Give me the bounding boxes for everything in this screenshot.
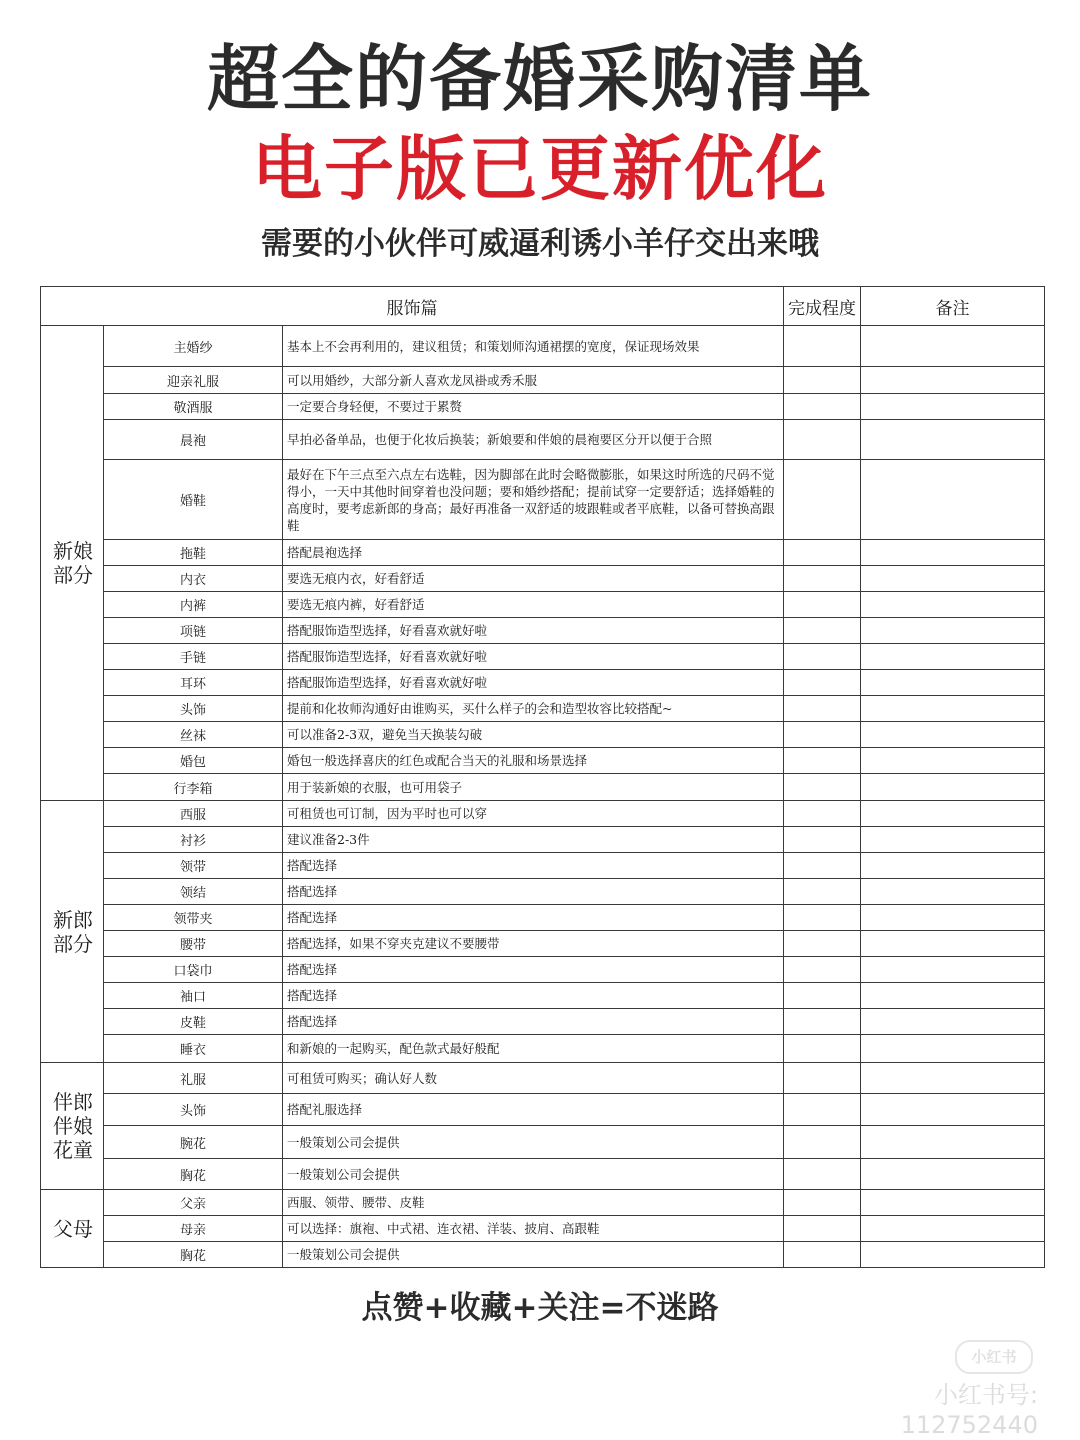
progress-cell[interactable] <box>784 367 861 394</box>
remark-cell[interactable] <box>861 540 1045 566</box>
remark-cell[interactable] <box>861 1035 1045 1063</box>
item-name: 手链 <box>104 644 283 670</box>
table-row <box>41 1094 1045 1126</box>
item-name: 皮鞋 <box>104 1009 283 1035</box>
item-description: 搭配晨袍选择 <box>283 540 784 566</box>
item-name: 内裤 <box>104 592 283 618</box>
item-description: 可租赁也可订制，因为平时也可以穿 <box>283 801 784 827</box>
table-row <box>41 957 1045 983</box>
table-row <box>41 394 1045 420</box>
table-row <box>41 905 1045 931</box>
column-header-progress: 完成程度 <box>784 287 861 326</box>
progress-cell[interactable] <box>784 853 861 879</box>
item-name: 耳环 <box>104 670 283 696</box>
item-name: 胸花 <box>104 1242 283 1268</box>
item-description: 搭配选择 <box>283 957 784 983</box>
remark-cell[interactable] <box>861 879 1045 905</box>
progress-cell[interactable] <box>784 1035 861 1063</box>
item-name: 迎亲礼服 <box>104 367 283 394</box>
item-description: 西服、领带、腰带、皮鞋 <box>283 1190 784 1216</box>
item-description: 婚包一般选择喜庆的红色或配合当天的礼服和场景选择 <box>283 748 784 774</box>
item-description: 搭配选择 <box>283 853 784 879</box>
table-row <box>41 1035 1045 1063</box>
table-header-row <box>41 287 1045 326</box>
item-description: 可租赁可购买；确认好人数 <box>283 1063 784 1094</box>
progress-cell[interactable] <box>784 722 861 748</box>
item-description: 搭配服饰造型选择，好看喜欢就好啦 <box>283 670 784 696</box>
table-row <box>41 722 1045 748</box>
table-row <box>41 1242 1045 1268</box>
item-description: 要选无痕内衣，好看舒适 <box>283 566 784 592</box>
table-row <box>41 618 1045 644</box>
item-name: 领带夹 <box>104 905 283 931</box>
item-description: 最好在下午三点至六点左右选鞋，因为脚部在此时会略微膨胀，如果这时所选的尺码不觉得小，一天中其他时间穿着也没问题；要和婚纱搭配；提前试穿一定要舒适；选择婚鞋的高度时，要考虑新郎的身高；最好再准备一双舒适的坡跟鞋或者平底鞋，以备可替换高跟鞋 <box>283 460 784 540</box>
item-name: 衬衫 <box>104 827 283 853</box>
table-row <box>41 1126 1045 1159</box>
remark-cell[interactable] <box>861 1190 1045 1216</box>
remark-cell[interactable] <box>861 1159 1045 1190</box>
progress-cell[interactable] <box>784 1009 861 1035</box>
tagline: 需要的小伙伴可威逼利诱小羊仔交出来哦 <box>261 226 819 262</box>
item-description: 早拍必备单品，也便于化妆后换装；新娘要和伴娘的晨袍要区分开以便于合照 <box>283 420 784 460</box>
section-label-line: 父母 <box>53 1216 93 1241</box>
progress-cell[interactable] <box>784 748 861 774</box>
item-name: 婚包 <box>104 748 283 774</box>
progress-cell[interactable] <box>784 326 861 367</box>
checklist-table <box>40 286 1045 1268</box>
progress-cell[interactable] <box>784 394 861 420</box>
remark-cell[interactable] <box>861 592 1045 618</box>
section-label <box>41 1063 104 1190</box>
table-row <box>41 1063 1045 1094</box>
item-description: 一般策划公司会提供 <box>283 1126 784 1159</box>
item-description: 搭配服饰造型选择，好看喜欢就好啦 <box>283 618 784 644</box>
table-row <box>41 420 1045 460</box>
progress-cell[interactable] <box>784 957 861 983</box>
item-description: 一定要合身轻便，不要过于累赘 <box>283 394 784 420</box>
progress-cell[interactable] <box>784 1063 861 1094</box>
remark-cell[interactable] <box>861 1242 1045 1268</box>
item-description: 建议准备2-3件 <box>283 827 784 853</box>
remark-cell[interactable] <box>861 696 1045 722</box>
item-name: 晨袍 <box>104 420 283 460</box>
item-description: 搭配礼服选择 <box>283 1094 784 1126</box>
remark-cell[interactable] <box>861 801 1045 827</box>
progress-cell[interactable] <box>784 905 861 931</box>
table-body <box>41 326 1045 1268</box>
remark-cell[interactable] <box>861 827 1045 853</box>
remark-cell[interactable] <box>861 1009 1045 1035</box>
remark-cell[interactable] <box>861 618 1045 644</box>
remark-cell[interactable] <box>861 420 1045 460</box>
table-row <box>41 853 1045 879</box>
table-row <box>41 801 1045 827</box>
table-row <box>41 827 1045 853</box>
item-name: 袖口 <box>104 983 283 1009</box>
progress-cell[interactable] <box>784 931 861 957</box>
remark-cell[interactable] <box>861 905 1045 931</box>
item-description: 搭配选择 <box>283 905 784 931</box>
section-label-line: 部分 <box>53 563 93 587</box>
table-row <box>41 1009 1045 1035</box>
progress-cell[interactable] <box>784 644 861 670</box>
remark-cell[interactable] <box>861 1094 1045 1126</box>
column-header-category: 服饰篇 <box>41 287 784 326</box>
table-row <box>41 670 1045 696</box>
item-name: 行李箱 <box>104 774 283 801</box>
item-description: 一般策划公司会提供 <box>283 1159 784 1190</box>
item-description: 搭配选择 <box>283 1009 784 1035</box>
progress-cell[interactable] <box>784 618 861 644</box>
section-label-line: 新郎 <box>53 907 93 932</box>
section-label-line: 伴娘 <box>53 1114 93 1138</box>
item-description: 提前和化妆师沟通好由谁购买，买什么样子的会和造型妆容比较搭配~ <box>283 696 784 722</box>
table-row <box>41 540 1045 566</box>
table-row <box>41 592 1045 618</box>
remark-cell[interactable] <box>861 722 1045 748</box>
remark-cell[interactable] <box>861 644 1045 670</box>
progress-cell[interactable] <box>784 983 861 1009</box>
footer-slogan: 点赞+收藏+关注=不迷路 <box>361 1290 719 1326</box>
item-name: 领结 <box>104 879 283 905</box>
item-name: 头饰 <box>104 696 283 722</box>
item-name: 内衣 <box>104 566 283 592</box>
item-name: 母亲 <box>104 1216 283 1242</box>
progress-cell[interactable] <box>784 566 861 592</box>
remark-cell[interactable] <box>861 1063 1045 1094</box>
watermark-logo: 小红书 <box>955 1340 1033 1374</box>
item-description: 基本上不会再利用的，建议租赁；和策划师沟通裙摆的宽度，保证现场效果 <box>283 326 784 367</box>
progress-cell[interactable] <box>784 1242 861 1268</box>
table-row <box>41 367 1045 394</box>
item-description: 可以用婚纱，大部分新人喜欢龙凤褂或秀禾服 <box>283 367 784 394</box>
item-name: 礼服 <box>104 1063 283 1094</box>
remark-cell[interactable] <box>861 460 1045 540</box>
table-row <box>41 696 1045 722</box>
remark-cell[interactable] <box>861 326 1045 367</box>
item-name: 拖鞋 <box>104 540 283 566</box>
table-row <box>41 748 1045 774</box>
table-row <box>41 1190 1045 1216</box>
item-name: 口袋巾 <box>104 957 283 983</box>
watermark-id: 小红书号: 112752440 <box>900 1381 1038 1439</box>
item-description: 搭配选择，如果不穿夹克建议不要腰带 <box>283 931 784 957</box>
progress-cell[interactable] <box>784 420 861 460</box>
table-row <box>41 931 1045 957</box>
remark-cell[interactable] <box>861 774 1045 801</box>
progress-cell[interactable] <box>784 774 861 801</box>
item-name: 主婚纱 <box>104 326 283 367</box>
item-name: 父亲 <box>104 1190 283 1216</box>
item-name: 腕花 <box>104 1126 283 1159</box>
progress-cell[interactable] <box>784 460 861 540</box>
remark-cell[interactable] <box>861 983 1045 1009</box>
progress-cell[interactable] <box>784 696 861 722</box>
progress-cell[interactable] <box>784 827 861 853</box>
item-name: 胸花 <box>104 1159 283 1190</box>
table-row <box>41 1216 1045 1242</box>
item-name: 头饰 <box>104 1094 283 1126</box>
remark-cell[interactable] <box>861 566 1045 592</box>
progress-cell[interactable] <box>784 540 861 566</box>
item-name: 婚鞋 <box>104 460 283 540</box>
table-row <box>41 879 1045 905</box>
section-label-line: 新娘 <box>53 539 93 563</box>
progress-cell[interactable] <box>784 592 861 618</box>
column-header-remarks: 备注 <box>861 287 1045 326</box>
progress-cell[interactable] <box>784 1094 861 1126</box>
item-name: 西服 <box>104 801 283 827</box>
item-name: 丝袜 <box>104 722 283 748</box>
item-description: 用于装新娘的衣服，也可用袋子 <box>283 774 784 801</box>
remark-cell[interactable] <box>861 931 1045 957</box>
item-name: 项链 <box>104 618 283 644</box>
page-subtitle: 电子版已更新优化 <box>252 128 828 210</box>
item-description: 搭配选择 <box>283 879 784 905</box>
item-description: 可以准备2-3双，避免当天换装勾破 <box>283 722 784 748</box>
section-label-line: 花童 <box>53 1138 93 1162</box>
remark-cell[interactable] <box>861 367 1045 394</box>
item-name: 敬酒服 <box>104 394 283 420</box>
section-label-line: 部分 <box>53 931 93 956</box>
item-description: 搭配服饰造型选择，好看喜欢就好啦 <box>283 644 784 670</box>
page-title: 超全的备婚采购清单 <box>206 37 873 121</box>
table-row <box>41 644 1045 670</box>
item-name: 腰带 <box>104 931 283 957</box>
progress-cell[interactable] <box>784 1216 861 1242</box>
item-description: 要选无痕内裤，好看舒适 <box>283 592 784 618</box>
remark-cell[interactable] <box>861 670 1045 696</box>
table-row <box>41 460 1045 540</box>
remark-cell[interactable] <box>861 1216 1045 1242</box>
table-row <box>41 983 1045 1009</box>
remark-cell[interactable] <box>861 957 1045 983</box>
remark-cell[interactable] <box>861 748 1045 774</box>
table-row <box>41 1159 1045 1190</box>
section-label <box>41 1190 104 1268</box>
item-name: 领带 <box>104 853 283 879</box>
table-row <box>41 326 1045 367</box>
item-description: 搭配选择 <box>283 983 784 1009</box>
progress-cell[interactable] <box>784 670 861 696</box>
progress-cell[interactable] <box>784 1126 861 1159</box>
progress-cell[interactable] <box>784 801 861 827</box>
item-description: 可以选择：旗袍、中式裙、连衣裙、洋装、披肩、高跟鞋 <box>283 1216 784 1242</box>
progress-cell[interactable] <box>784 1190 861 1216</box>
remark-cell[interactable] <box>861 1126 1045 1159</box>
progress-cell[interactable] <box>784 879 861 905</box>
section-label-line: 伴郎 <box>53 1090 93 1114</box>
table-row <box>41 774 1045 801</box>
progress-cell[interactable] <box>784 1159 861 1190</box>
remark-cell[interactable] <box>861 394 1045 420</box>
item-description: 一般策划公司会提供 <box>283 1242 784 1268</box>
section-label <box>41 801 104 1063</box>
remark-cell[interactable] <box>861 853 1045 879</box>
table-row <box>41 566 1045 592</box>
item-description: 和新娘的一起购买，配色款式最好般配 <box>283 1035 784 1063</box>
section-label <box>41 326 104 801</box>
item-name: 睡衣 <box>104 1035 283 1063</box>
